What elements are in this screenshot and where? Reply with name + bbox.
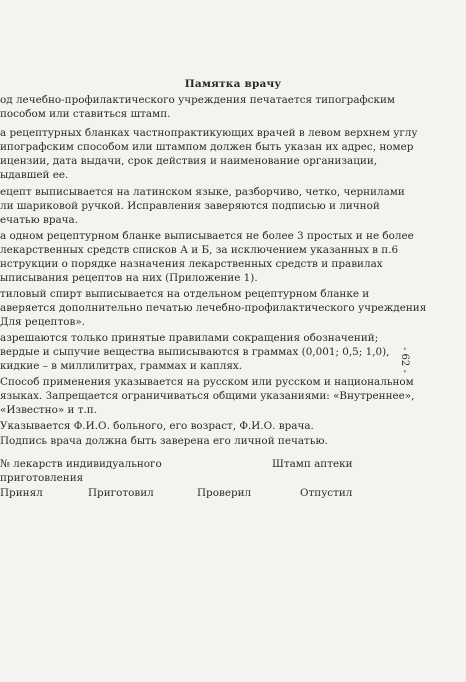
body-line: тиловый спирт выписывается на отдельном рецептурном бланке и [0, 288, 370, 300]
prepared-label: Приготовил [88, 487, 154, 499]
body-line: ецепт выписывается на латинском языке, разборчиво, четко, чернилами [0, 186, 405, 198]
body-line: ыписывания рецептов на них (Приложение 1). [0, 272, 258, 284]
body-line: нструкции о порядке назначения лекарственных средств и правилах [0, 258, 383, 270]
body-line: «Известно» и т.п. [0, 404, 98, 416]
body-line: вердые и сыпучие вещества выписываются в граммах (0,001; 0,5; 1,0), [0, 346, 390, 358]
body-line: Для рецептов». [0, 316, 85, 328]
accepted-label: Принял [0, 487, 43, 499]
body-line: од лечебно-профилактического учреждения печатается типографским [0, 94, 395, 106]
checked-label: Проверил [197, 487, 252, 499]
body-line: языках. Запрещается ограничиваться общими указаниями: «Внутреннее», [0, 390, 415, 402]
body-line: аверяется дополнительно печатью лечебно-профилактического учреждения [0, 302, 427, 314]
body-line: кидкие – в миллилитрах, граммах и каплях. [0, 360, 243, 372]
pharmacy-stamp-label: Штамп аптеки [272, 458, 353, 470]
body-line: пособом или ставиться штамп. [0, 108, 171, 120]
body-line: азрешаются только принятые правилами сокращения обозначений; [0, 332, 379, 344]
body-line: Подпись врача должна быть заверена его личной печатью. [0, 435, 328, 447]
body-line: ицензии, дата выдачи, срок действия и наименование организации, [0, 155, 378, 167]
body-line: а одном рецептурном бланке выписывается не более 3 простых и не более [0, 230, 414, 242]
body-line: ечатью врача. [0, 214, 79, 226]
body-line: ыдавшей ее. [0, 169, 69, 181]
page-title: Памятка врачу [184, 78, 282, 90]
body-line: а рецептурных бланках частнопрактикующих врачей в левом верхнем углу [0, 127, 418, 139]
page-number: - 62 - [399, 347, 410, 373]
body-line: лекарственных средств списков А и Б, за исключением указанных в п.6 [0, 244, 399, 256]
body-line: Указывается Ф.И.О. больного, его возраст, Ф.И.О. врача. [0, 420, 314, 432]
body-line: ипографским способом или штампом должен быть указан их адрес, номер [0, 141, 414, 153]
drug-number-label: № лекарств индивидуального [0, 458, 162, 470]
body-line: ли шариковой ручкой. Исправления заверяются подписью и личной [0, 200, 380, 212]
dispensed-label: Отпустил [300, 487, 353, 499]
body-line: Способ применения указывается на русском или русском и национальном [0, 376, 414, 388]
drug-number-label-cont: приготовления [0, 472, 84, 484]
